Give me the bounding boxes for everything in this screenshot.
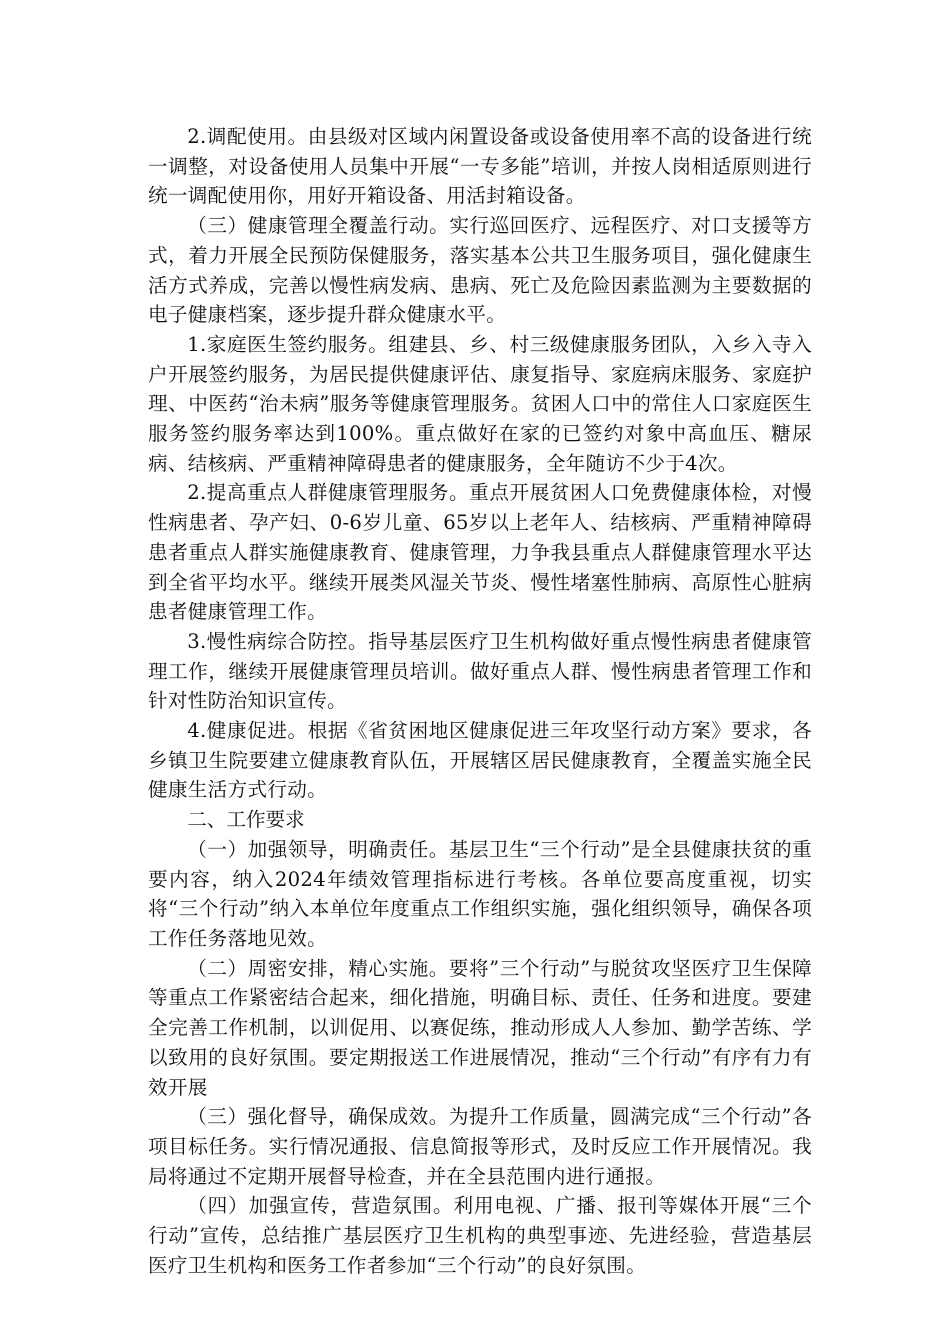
paragraph-key-population: 2.提高重点人群健康管理服务。重点开展贫困人口免费健康体检，对慢性病患者、孕产妇、0-6岁儿童、65岁以上老年人、结核病、严重精神障碍患者重点人群实施健康教育、健康管理，力争我县重点人群健康管理水平达到全省平均水平。继续开展类风湿关节炎、慢性堵塞性肺病、高原性心脏病患者健康管理工作。 xyxy=(148,481,812,624)
section-heading-work-requirements: 二、工作要求 xyxy=(187,808,305,832)
paragraph-publicity: （四）加强宣传，营造氛围。利用电视、广播、报刊等媒体开展“三个行动”宣传，总结推广基层医疗卫生机构的典型事迹、先进经验，营造基层医疗卫生机构和医务工作者参加“三个行动”的良好氛围。 xyxy=(148,1194,812,1277)
paragraph-health-promotion: 4.健康促进。根据《省贫困地区健康促进三年攻坚行动方案》要求，各乡镇卫生院要建立健康教育队伍，开展辖区居民健康教育，全覆盖实施全民健康生活方式行动。 xyxy=(148,719,812,802)
paragraph-leadership: （一）加强领导，明确责任。基层卫生“三个行动”是全县健康扶贫的重要内容，纳入2024年绩效管理指标进行考核。各单位要高度重视，切实将“三个行动”纳入本单位年度重点工作组织实施，强化组织领导，确保各项工作任务落地见效。 xyxy=(148,837,812,950)
document-body xyxy=(148,122,812,1280)
paragraph-chronic-disease: 3.慢性病综合防控。指导基层医疗卫生机构做好重点慢性病患者健康管理工作，继续开展健康管理员培训。做好重点人群、慢性病患者管理工作和针对性防治知识宣传。 xyxy=(148,629,812,713)
paragraph-supervision: （三）强化督导，确保成效。为提升工作质量，圆满完成“三个行动”各项目标任务。实行情况通报、信息简报等形式，及时反应工作开展情况。我局将通过不定期开展督导检查，并在全县范围内进行通报。 xyxy=(148,1105,812,1188)
paragraph-family-doctor: 1.家庭医生签约服务。组建县、乡、村三级健康服务团队，入乡入寺入户开展签约服务，为居民提供健康评估、康复指导、家庭病床服务、家庭护理、中医药“治未病”服务等健康管理服务。贫困人口中的常住人口家庭医生服务签约服务率达到100%。重点做好在家的已签约对象中高血压、糖尿病、结核病、严重精神障碍患者的健康服务，全年随访不少于4次。 xyxy=(148,332,812,475)
paragraph-health-management-action: （三）健康管理全覆盖行动。实行巡回医疗、远程医疗、对口支援等方式，着力开展全民预防保健服务，落实基本公共卫生服务项目，强化健康生活方式养成，完善以慢性病发病、患病、死亡及危险因素监测为主要数据的电子健康档案，逐步提升群众健康水平。 xyxy=(148,214,812,327)
paragraph-equipment-allocation: 2.调配使用。由县级对区域内闲置设备或设备使用率不高的设备进行统一调整，对设备使用人员集中开展“一专多能”培训，并按人岗相适原则进行统一调配使用你，用好开箱设备、用活封箱设备。 xyxy=(148,125,812,208)
paragraph-arrangement: （二）周密安排，精心实施。要将”三个行动”与脱贫攻坚医疗卫生保障等重点工作紧密结合起来，细化措施，明确目标、责任、任务和进度。要建全完善工作机制，以训促用、以赛促练，推动形成人人参加、勤学苦练、学以致用的良好氛围。要定期报送工作进展情况，推动“三个行动”有序有力有效开展 xyxy=(148,956,812,1099)
